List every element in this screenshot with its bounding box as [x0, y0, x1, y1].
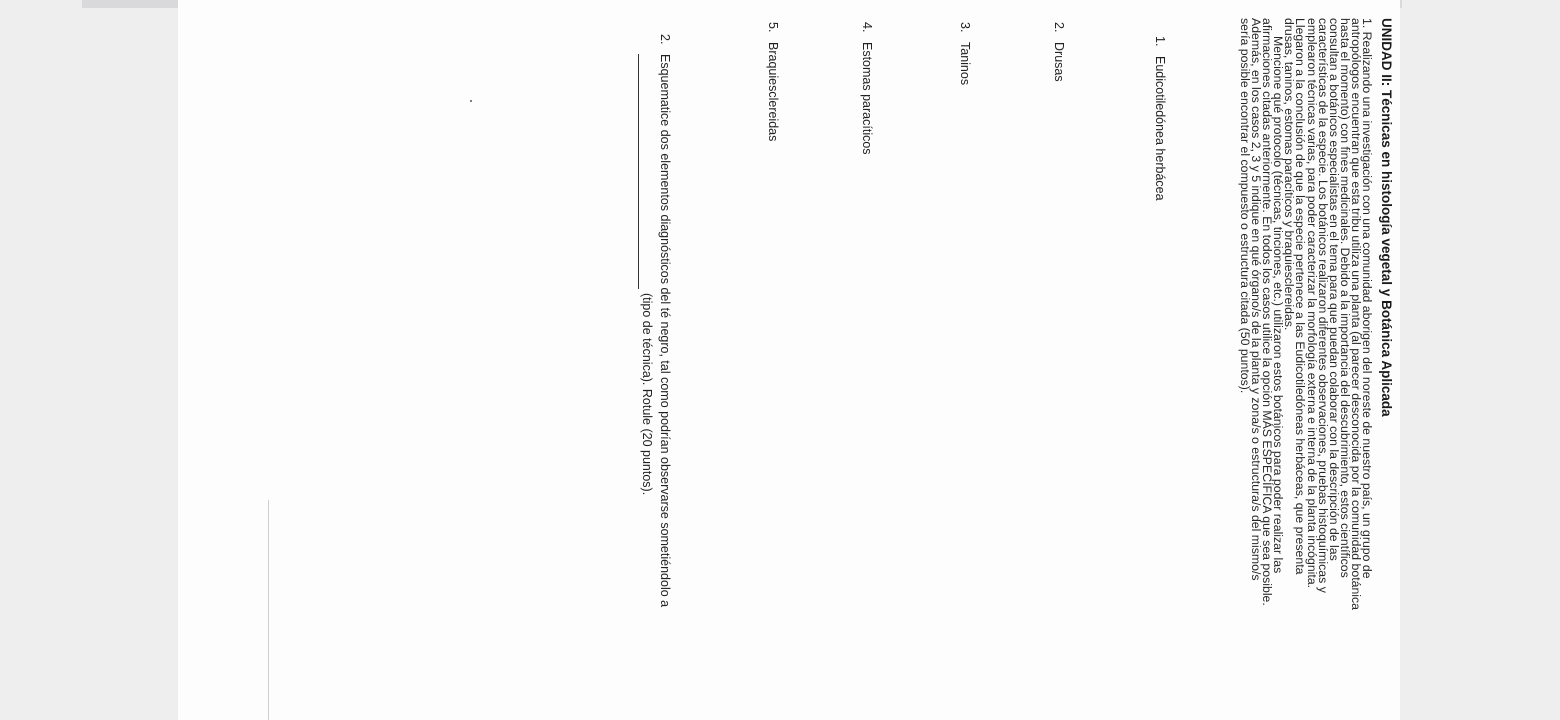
q1-line: 1. Realizando una investigación con una comunidad aborigen del noreste de nuestro país, un grupo de: [1360, 18, 1374, 579]
q1-instruction-line: afirmaciones citadas anteriormente. En todos los casos utilice la opción MÁS ESPECÍFICA que sea posible.: [1260, 18, 1275, 606]
list-item-label: Estomas paracíticos: [860, 42, 874, 155]
document-page: [178, 0, 1400, 720]
list-item: [958, 22, 972, 85]
list-item: [1153, 36, 1167, 201]
list-item-label: Eudicotiledónea herbácea: [1153, 56, 1167, 201]
q1-line: Llegaron a la conclusión de que la especie pertenece a las Eudicotiledóneas herbáceas, que presenta: [1293, 18, 1308, 575]
answer-blank: [638, 54, 651, 289]
list-item-number: 3.: [958, 22, 972, 33]
list-item-number: 1.: [1153, 36, 1167, 47]
question-1-text: [1239, 18, 1372, 686]
q1-instruction-line: sería posible encontrar el compuesto o estructura citada (50 puntos).: [1237, 18, 1252, 394]
q1-line: características de la especie. Los botánicos realizaron diferentes observaciones, pruebas histoquímicas y: [1315, 18, 1330, 593]
question-2-text: Esquematice dos elementos diagnósticos del té negro, tal como podrían observarse sometiéndolo a: [658, 54, 672, 608]
list-item-label: Drusas: [1052, 42, 1066, 82]
list-item-number: 5.: [766, 22, 780, 33]
q1-line: drusas, taninos, estomas paracíticos y braquiesclereidas.: [1282, 18, 1297, 331]
q1-instruction-line: Mencione qué protocolo (técnicas, tinciones, etc.) utilizaron estos botánicos para poder realizar las: [1271, 36, 1286, 574]
list-item-label: Taninos: [958, 42, 972, 86]
list-item: [1052, 22, 1066, 82]
q1-line: emplearon técnicas varias, para poder caracterizar la morfología externa e interna de la planta incógnita.: [1304, 18, 1319, 589]
rotated-page-content: [178, 0, 1400, 720]
question-2-second-line: [638, 54, 656, 495]
list-item: [860, 22, 874, 155]
scan-speck: [470, 100, 472, 102]
question-2-number: 2.: [658, 34, 672, 45]
q1-line: hasta el momento) con fines medicinales. Debido a la importancia del descubrimiento, estos científicos: [1337, 18, 1352, 578]
page-title: UNIDAD II: Técnicas en histología vegetal y Botánica Aplicada: [1379, 18, 1394, 417]
q1-instruction-line: Además, en los casos 2, 3 y 5 indique en qué órgano/s de la planta y zona/s o estructura/s del mismo/s: [1249, 18, 1264, 581]
list-item-label: Braquiesclereidas: [766, 42, 780, 142]
list-item-number: 2.: [1052, 22, 1066, 33]
list-item-number: 4.: [860, 22, 874, 33]
question-2-technique-text: (tipo de técnica). Rotule (20 puntos).: [640, 293, 654, 496]
scan-artifact-line: [268, 500, 269, 720]
q1-line: antropólogos encuentran que esta tribu utiliza una planta (al parecer desconocida por la comunidad botánica: [1348, 18, 1363, 611]
q1-line: consultan a botánicos especialistas en el tema para que puedan colaborar con la descripción de las: [1326, 18, 1341, 561]
list-item: [766, 22, 780, 141]
